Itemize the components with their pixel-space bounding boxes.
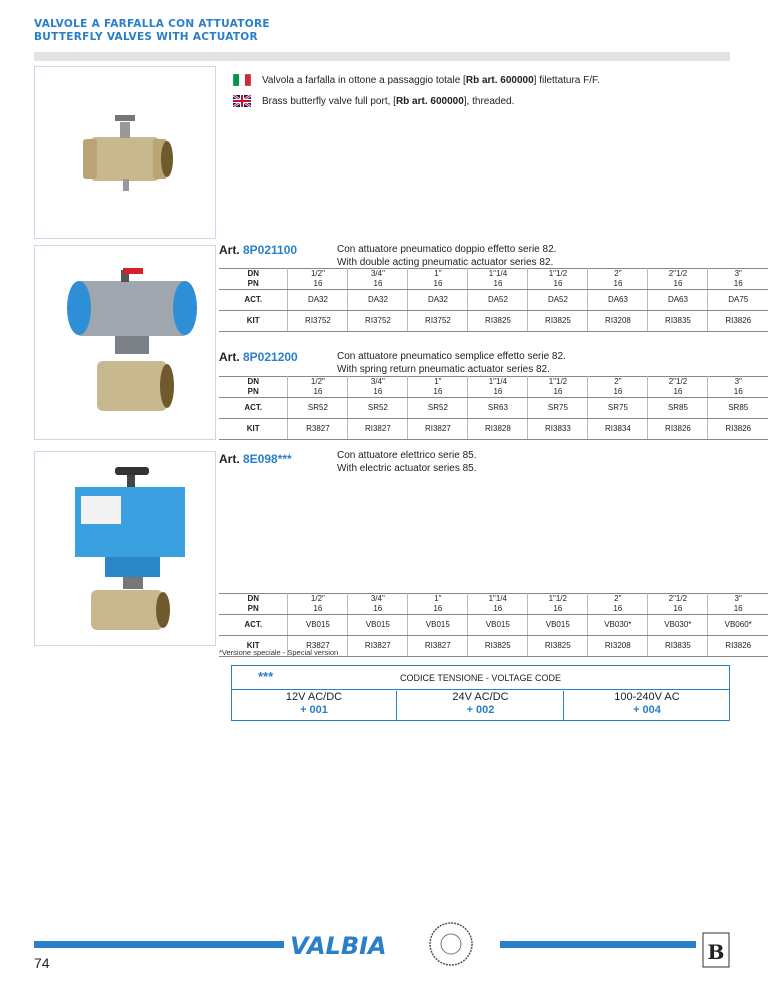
sections-2-act-0-cell: VB015 [288,615,348,636]
special-version-note: *Versione speciale - Special version [219,648,339,657]
sections-0-act-3-cell: DA52 [468,290,528,311]
article-title-2 [219,350,298,364]
sections-1-kit-0-cell: R3827 [288,419,348,440]
voltage-title: CODICE TENSIONE - VOLTAGE CODE [399,673,562,683]
sections-1-pn-6-cell: 16 [673,387,683,396]
desc-it: Con attuatore pneumatico doppio effetto serie 82. [337,244,557,255]
sections-0-kit-4-cell: RI3825 [528,311,588,332]
sections-2-sizes-5-cell: 2" [614,594,622,603]
sections-1-art_prefix-cell: Art. [219,350,243,364]
sections-0-kit-7-cell: RI3826 [708,311,768,332]
desc-en: With double acting pneumatic actuator series 82. [337,257,554,268]
labels-act-cell: ACT. [219,398,288,419]
spec-table-1 [219,268,768,332]
sections-2-kit-7-cell: RI3826 [708,636,768,657]
sections-0-sizes-5-cell: 2" [614,269,622,278]
sections-1-kit-6-cell: RI3826 [648,419,708,440]
sections-0-kit-2-cell: RI3752 [408,311,468,332]
labels-pn-cell: PN [247,387,259,396]
sections-1-sizes-4-cell: 1"1/2 [548,377,568,386]
sections-1-sizes-3-cell: 1"1/4 [488,377,508,386]
labels-kit-cell: KIT [219,419,288,440]
sections-2-kit-1-cell: RI3827 [348,636,408,657]
sections-2-sizes-1-cell: 3/4" [370,594,385,603]
article-prefix: Art. [219,243,243,257]
electric-valve-photo [34,451,216,646]
sections-1-act-0-cell: SR52 [288,398,348,419]
sections-1-act-4-cell: SR75 [528,398,588,419]
sections-0-act-1-cell: DA32 [348,290,408,311]
intro-en-pre: Brass butterfly valve full port, [ [262,96,396,107]
sections-1-sizes-5-cell: 2" [614,377,622,386]
certification-seal-icon [428,921,474,972]
labels-dn-cell: DN [247,594,259,603]
sections-1-kit-7-cell: RI3826 [708,419,768,440]
sections-2-act-5-cell: VB030* [588,615,648,636]
article-code: 8P021100 [243,243,298,257]
sections-1-kit-4-cell: RI3833 [528,419,588,440]
sections-0-sizes-3-cell: 1"1/4 [488,269,508,278]
sections-2-kit-4-cell: RI3825 [528,636,588,657]
voltage-options-2-code-cell: + 004 [633,704,661,716]
sections-1-sizes-1-cell: 3/4" [370,377,385,386]
header-title-en: BUTTERFLY VALVES WITH ACTUATOR [34,31,258,43]
sections-0-kit-1-cell: RI3752 [348,311,408,332]
intro-it-post: ] filettatura F/F. [533,75,600,86]
sections-1-sizes-0-cell: 1/2" [310,377,325,386]
sections-0-kit-6-cell: RI3835 [648,311,708,332]
sections-2-pn-7-cell: 16 [733,604,743,613]
sections-2-kit-6-cell: RI3835 [648,636,708,657]
voltage-option-12v [232,691,397,720]
sections-0-pn-4-cell: 16 [553,279,563,288]
sections-1-pn-4-cell: 16 [553,387,563,396]
svg-text:B: B [707,940,725,964]
sections-2-desc_en-cell: With electric actuator series 85. [337,463,477,474]
sections-1-pn-7-cell: 16 [733,387,743,396]
sections-2-desc_it-cell: Con attuatore elettrico serie 85. [337,450,477,461]
sections-1-sizes-7-cell: 3" [734,377,742,386]
sections-0-sizes-1-cell: 3/4" [370,269,385,278]
sections-2-sizes-6-cell: 2"1/2 [668,594,688,603]
act-row [219,290,768,311]
sections-0-sizes-0-cell: 1/2" [310,269,325,278]
sections-2-act-4-cell: VB015 [528,615,588,636]
article-title-3 [219,452,292,466]
voltage-options-2-v-cell: 100-240V AC [614,691,680,703]
labels-dn-cell: DN [247,377,260,386]
voltage-header [232,666,729,690]
labels-kit-cell: KIT [219,636,288,657]
sections-2-sizes-7-cell: 3" [734,594,742,603]
sections-2-act-1-cell: VB015 [348,615,408,636]
sections-1-act-7-cell: SR85 [708,398,768,419]
sections-2-pn-6-cell: 16 [673,604,683,613]
valbia-logo [290,932,420,963]
brass-valve-image [35,67,215,238]
sections-2-art_prefix-cell: Art. [219,452,243,466]
labels-pn-cell: PN [247,279,259,288]
article-desc-1 [337,243,556,269]
sections-1-act-1-cell: SR52 [348,398,408,419]
sections-0-pn-5-cell: 16 [613,279,623,288]
sections-2-pn-1-cell: 16 [373,604,383,613]
sections-1-pn-5-cell: 16 [613,387,623,396]
intro-it [262,74,600,87]
sections-2-sizes-2-cell: 1" [434,594,442,603]
sections-0-pn-0-cell: 16 [313,279,323,288]
labels-act-cell: ACT. [219,290,288,311]
sections-1-desc_it-cell: Con attuatore pneumatico semplice effetto serie 82. [337,351,566,362]
sections-2-sizes-3-cell: 1"1/4 [488,594,507,603]
sections-1-act-3-cell: SR63 [468,398,528,419]
labels-dn-cell: DN [247,269,259,278]
page-number: 74 [34,955,50,971]
voltage-code-box [231,665,730,721]
sections-0-act-2-cell: DA32 [408,290,468,311]
article-desc-3 [337,449,477,475]
sections-2-pn-3-cell: 16 [493,604,503,613]
sections-1-pn-1-cell: 16 [373,387,383,396]
sections-2-pn-0-cell: 16 [313,604,323,613]
pneumatic-valve-photo [34,245,216,440]
sections-1-pn-0-cell: 16 [313,387,323,396]
sections-0-pn-3-cell: 16 [493,279,503,288]
sections-0-sizes-6-cell: 2"1/2 [668,269,688,278]
sections-0-kit-3-cell: RI3825 [468,311,528,332]
sections-1-pn-2-cell: 16 [433,387,443,396]
sections-0-act-4-cell: DA52 [528,290,588,311]
pneumatic-actuator-image [35,246,215,439]
sections-2-act-6-cell: VB030* [648,615,708,636]
article-title-1 [219,243,297,257]
sections-0-sizes-2-cell: 1" [434,269,442,278]
sections-2-act-3-cell: VB015 [468,615,528,636]
intro-it-pre: Valvola a farfalla in ottone a passaggio totale [ [262,75,466,86]
sections-0-act-7-cell: DA75 [708,290,768,311]
voltage-options-0-v-cell: 12V AC/DC [285,691,343,703]
labels-pn-cell: PN [247,604,259,613]
sections-0-act-6-cell: DA63 [648,290,708,311]
sections-2-pn-4-cell: 16 [553,604,563,613]
besser-group-logo [702,932,730,973]
electric-actuator-image [35,452,215,645]
sections-0-act-5-cell: DA63 [588,290,648,311]
sections-2-sizes-4-cell: 1"1/2 [548,594,567,603]
sections-0-kit-5-cell: RI3208 [588,311,648,332]
spec-table-2 [219,376,768,440]
labels-act-cell: ACT. [219,615,288,636]
header-title-it: VALVOLE A FARFALLA CON ATTUATORE [34,18,270,30]
intro-it-art: Rb art. 600000 [465,75,534,86]
intro-en-art: Rb art. 600000 [395,96,464,107]
sections-2-art_code-cell: 8E098*** [243,452,292,466]
italian-flag-icon [233,73,251,85]
kit-row [219,311,768,332]
footer-brand-cell: VALBIA [290,932,387,958]
sections-1-kit-3-cell: RI3828 [468,419,528,440]
sections-0-pn-1-cell: 16 [373,279,383,288]
uk-flag-icon [233,94,251,106]
sections-2-kit-2-cell: RI3827 [408,636,468,657]
article-desc-2 [337,350,566,376]
voltage-options-1-code-cell: + 002 [466,704,495,716]
sections-1-kit-2-cell: RI3827 [408,419,468,440]
sections-1-sizes-6-cell: 2"1/2 [668,377,688,386]
sections-2-kit-0-cell: R3827 [288,636,348,657]
sections-1-act-6-cell: SR85 [648,398,708,419]
sections-2-act-2-cell: VB015 [408,615,468,636]
sections-0-pn-2-cell: 16 [433,279,443,288]
sections-0-sizes-4-cell: 1"1/2 [548,269,568,278]
sections-1-act-2-cell: SR52 [408,398,468,419]
sections-2-pn-5-cell: 16 [613,604,623,613]
sections-2-act-7-cell: VB060* [708,615,768,636]
sections-0-kit-0-cell: RI3752 [288,311,348,332]
voltage-options-1-v-cell: 24V AC/DC [452,691,509,703]
voltage-options-0-code-cell: + 001 [300,704,328,716]
sections-1-art_code-cell: 8P021200 [243,350,298,364]
sections-2-kit-5-cell: RI3208 [588,636,648,657]
sections-0-sizes-7-cell: 3" [734,269,742,278]
voltage-stars: *** [258,669,274,684]
sections-0-pn-7-cell: 16 [733,279,743,288]
footer-bar-right [500,941,696,948]
footer-bar-left [34,941,284,948]
sections-0-pn-6-cell: 16 [673,279,683,288]
voltage-option-240v [565,691,729,720]
intro-en [262,95,514,108]
dn-pn-row [219,269,768,290]
sections-1-act-5-cell: SR75 [588,398,648,419]
sections-1-kit-5-cell: RI3834 [588,419,648,440]
sections-1-desc_en-cell: With spring return pneumatic actuator series 82. [337,364,550,375]
sections-2-kit-3-cell: RI3825 [468,636,528,657]
sections-1-pn-3-cell: 16 [493,387,503,396]
voltage-option-24v [398,691,564,720]
header-bar [34,52,730,61]
dn-pn-label [219,269,288,290]
valve-photo [34,66,216,239]
sections-2-sizes-0-cell: 1/2" [310,594,325,603]
sections-1-sizes-2-cell: 1" [434,377,442,386]
sections-1-kit-1-cell: RI3827 [348,419,408,440]
labels-kit-cell: KIT [219,311,288,332]
sections-2-pn-2-cell: 16 [433,604,443,613]
sections-0-act-0-cell: DA32 [288,290,348,311]
intro-en-post: ], threaded. [463,96,515,107]
